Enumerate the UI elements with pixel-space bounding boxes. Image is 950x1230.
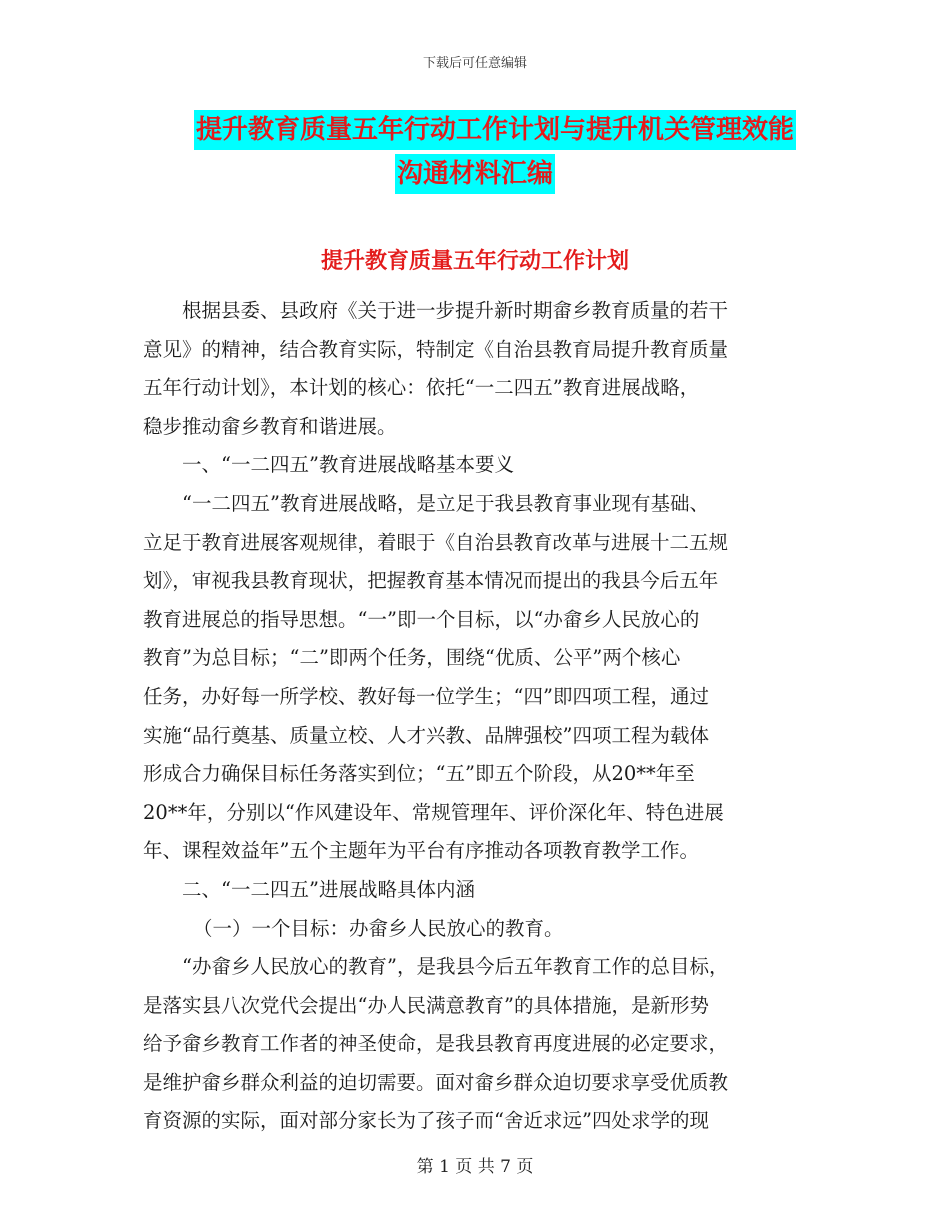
document-title-line-1 [40, 110, 950, 150]
body-line: 意见》的精神，结合教育实际，特制定《自治县教育局提升教育质量 [143, 337, 729, 361]
body-line: 给予畲乡教育工作者的神圣使命，是我县教育再度进展的必定要求， [143, 1032, 729, 1056]
body-line: 育资源的实际，面对部分家长为了孩子而“舍近求远”四处求学的现 [143, 1109, 709, 1133]
body-line: 20**年，分别以“作风建设年、常规管理年、评价深化年、特色进展 [143, 800, 724, 824]
body-line: （一）一个目标：办畲乡人民放心的教育。 [193, 916, 564, 940]
body-text [143, 292, 803, 1141]
body-line: 形成合力确保目标任务落实到位；“五”即五个阶段，从20**年至 [143, 762, 695, 786]
body-line: 实施“品行奠基、质量立校、人才兴教、品牌强校”四项工程为载体 [143, 723, 709, 747]
body-line: 是落实县八次党代会提出“办人民满意教育”的具体措施，是新形势 [143, 993, 709, 1017]
document-title-line-2 [0, 154, 950, 194]
body-line: 一、“一二四五”教育进展战略基本要义 [182, 453, 514, 477]
body-line: 立足于教育进展客观规律，着眼于《自治县教育改革与进展十二五规 [143, 530, 729, 554]
header-note: 下载后可任意编辑 [422, 56, 527, 71]
body-line: 二、“一二四五”进展战略具体内涵 [182, 877, 475, 901]
section-title: 提升教育质量五年行动工作计划 [320, 248, 629, 274]
document-title-text-2: 沟通材料汇编 [395, 154, 555, 194]
body-line: 任务，办好每一所学校、教好每一位学生；“四”即四项工程，通过 [143, 684, 709, 708]
body-line: 年、课程效益年”五个主题年为平台有序推动各项教育教学工作。 [143, 839, 699, 863]
body-line: 教育”为总目标；“二”即两个任务，围绕“优质、公平”两个核心 [143, 646, 681, 670]
body-line: 五年行动计划》，本计划的核心：依托“一二四五”教育进展战略， [143, 376, 700, 400]
body-line: 是维护畲乡群众利益的迫切需要。面对畲乡群众迫切要求享受优质教 [143, 1070, 729, 1094]
page-footer: 第 1 页 共 7 页 [416, 1157, 534, 1177]
body-line: 划》，审视我县教育现状，把握教育基本情况而提出的我县今后五年 [143, 569, 719, 593]
body-line: “办畲乡人民放心的教育”，是我县今后五年教育工作的总目标， [182, 955, 729, 979]
body-line: 稳步推动畲乡教育和谐进展。 [143, 414, 397, 438]
body-line: 根据县委、县政府《关于进一步提升新时期畲乡教育质量的若干 [182, 299, 729, 322]
body-line: 教育进展总的指导思想。“一”即一个目标，以“办畲乡人民放心的 [143, 607, 700, 631]
document-title-text-1: 提升教育质量五年行动工作计划与提升机关管理效能 [194, 110, 796, 150]
body-line: “一二四五”教育进展战略，是立足于我县教育事业现有基础、 [182, 491, 709, 515]
